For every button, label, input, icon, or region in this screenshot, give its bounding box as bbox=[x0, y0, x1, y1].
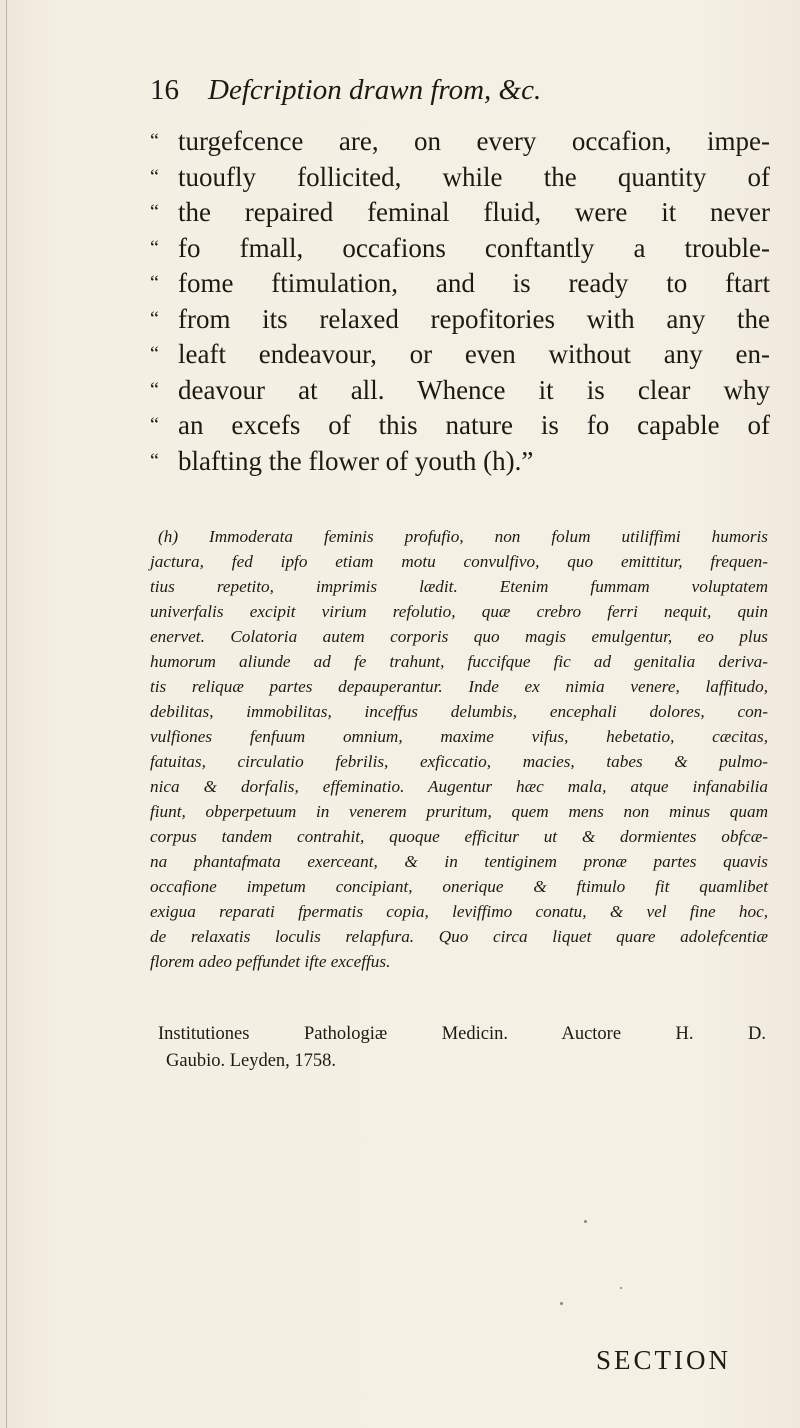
quote-mark: “ bbox=[150, 272, 159, 294]
body-line: “ an excefs of this nature is fo capable of bbox=[150, 408, 770, 444]
quote-mark: “ bbox=[150, 414, 159, 436]
footnote-line: debilitas, immobilitas, inceffus delumbis, encephali dolores, con- bbox=[150, 702, 768, 721]
body-line: “ the repaired feminal fluid, were it never bbox=[150, 195, 770, 231]
footnote-line: florem adeo peffundet ifte exceffus. bbox=[150, 952, 391, 971]
footnote-line: tis reliquæ partes depauperantur. Inde ex nimia venere, laffitudo, bbox=[150, 677, 768, 696]
footnote-line: de relaxatis loculis relapfura. Quo circa liquet quare adolefcentiæ bbox=[150, 927, 768, 946]
body-line: “ turgefcence are, on every occafion, impe- bbox=[150, 124, 770, 160]
source-citation bbox=[158, 1021, 766, 1075]
paper-speck bbox=[584, 1220, 587, 1223]
footnote-line: univerfalis excipit virium refolutio, quæ crebro ferri nequit, quin bbox=[150, 602, 768, 621]
catchword: SECTION bbox=[596, 1345, 731, 1375]
footnote-line: corpus tandem contrahit, quoque efficitur ut & dormientes obfcæ- bbox=[150, 827, 768, 846]
footnote bbox=[150, 524, 768, 974]
quote-mark: “ bbox=[150, 201, 159, 223]
footnote-line: nica & dorfalis, effeminatio. Augentur hæc mala, atque infanabilia bbox=[150, 777, 768, 796]
footnote-line: occafione impetum concipiant, onerique & ftimulo fit quamlibet bbox=[150, 877, 768, 896]
footnote-line: humorum aliunde ad fe trahunt, fuccifque fic ad genitalia deriva- bbox=[150, 652, 768, 671]
body-paragraph bbox=[150, 124, 770, 479]
body-line: “ deavour at all. Whence it is clear why bbox=[150, 373, 770, 409]
body-line: “ fo fmall, occafions conftantly a trouble- bbox=[150, 231, 770, 267]
citation-line: Gaubio. Leyden, 1758. bbox=[166, 1051, 337, 1071]
quote-mark: “ bbox=[150, 449, 159, 472]
body-line: “ leaft endeavour, or even without any en- bbox=[150, 337, 770, 373]
footnote-line: enervet. Colatoria autem corporis quo magis emulgentur, eo plus bbox=[150, 627, 768, 646]
paper-speck bbox=[560, 1302, 563, 1305]
footnote-line: fiunt, obperpetuum in venerem pruritum, quem mens non minus quam bbox=[150, 802, 768, 821]
page-gutter-edge bbox=[6, 0, 7, 1428]
page-header bbox=[150, 74, 750, 114]
page-number: 16 bbox=[150, 74, 179, 106]
quote-mark: “ bbox=[150, 307, 159, 330]
running-head: Defcription drawn from, &c. bbox=[208, 74, 542, 106]
footnote-line: tius repetito, imprimis lædit. Etenim fummam voluptatem bbox=[150, 577, 768, 596]
footnote-line: (h) Immoderata feminis profufio, non folum utiliffimi humoris bbox=[158, 527, 768, 546]
body-line: “ tuoufly follicited, while the quantity of bbox=[150, 160, 770, 196]
quote-mark: “ bbox=[150, 343, 159, 365]
footnote-line: exigua reparati fpermatis copia, leviffimo conatu, & vel fine hoc, bbox=[150, 902, 768, 921]
body-line: “ fome ftimulation, and is ready to ftart bbox=[150, 266, 770, 302]
quote-mark: “ bbox=[150, 130, 159, 152]
footnote-line: vulfiones fenfuum omnium, maxime vifus, hebetatio, cæcitas, bbox=[150, 727, 768, 746]
footnote-line: jactura, fed ipfo etiam motu convulfivo, quo emittitur, frequen- bbox=[150, 552, 768, 571]
quote-mark: “ bbox=[150, 165, 159, 188]
citation-line: Institutiones Pathologiæ Medicin. Auctore H. D. bbox=[158, 1024, 766, 1044]
paper-speck bbox=[620, 1287, 622, 1289]
quote-mark: “ bbox=[150, 236, 159, 259]
body-line: “ blafting the flower of youth (h).” bbox=[150, 444, 770, 480]
body-line: “ from its relaxed repofitories with any the bbox=[150, 302, 770, 338]
footnote-line: na phantafmata exerceant, & in tentiginem pronæ partes quavis bbox=[150, 852, 768, 871]
quote-mark: “ bbox=[150, 378, 159, 401]
footnote-line: fatuitas, circulatio febrilis, exficcatio, macies, tabes & pulmo- bbox=[150, 752, 768, 771]
